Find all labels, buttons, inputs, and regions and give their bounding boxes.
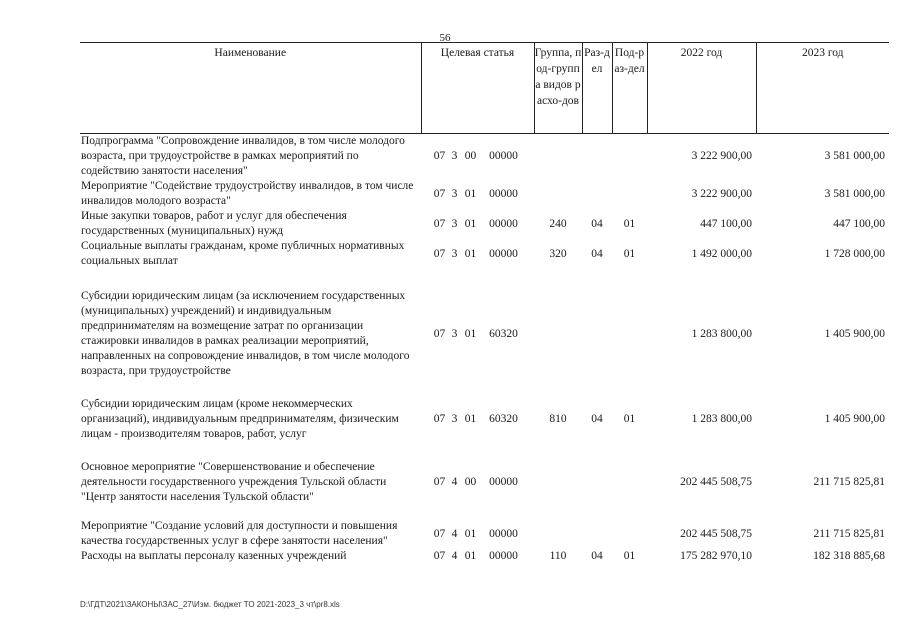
- header-2022: 2022 год: [647, 43, 756, 134]
- target-article-part: 07: [433, 247, 446, 260]
- header-section: Раз-дел: [582, 43, 612, 134]
- table-row: [80, 549, 889, 564]
- page-number: 56: [439, 32, 451, 44]
- row-amount-2023: 182 318 885,68: [813, 550, 885, 562]
- row-amount-2022: 447 100,00: [700, 217, 752, 230]
- row-name: Мероприятие "Содействие трудоустройству инвалидов, в том числе инвалидов молодого возраста": [81, 180, 414, 207]
- target-article-part: 00000: [489, 187, 518, 200]
- row-name: Мероприятие "Создание условий для доступности и повышения качества государственных услуг в сфере занятости населения": [81, 520, 398, 547]
- target-article-part: 4: [451, 527, 458, 540]
- row-target-article: [421, 289, 534, 379]
- row-amount-2022: 1 492 000,00: [691, 247, 752, 260]
- target-article-part: 00: [464, 476, 477, 488]
- row-subsection: 01: [623, 550, 636, 562]
- target-article-part: 60320: [489, 327, 518, 340]
- footer-file-path: D:\ГДТ\2021\ЗАКОНЫ\ЗАС_27\Изм. бюджет ТО 2021-2023_3 чт\pr8.xls: [80, 600, 340, 609]
- row-subsection: 01: [623, 217, 636, 230]
- row-target-article: [421, 460, 534, 505]
- target-article-part: 07: [433, 150, 446, 162]
- row-section: 04: [591, 550, 603, 562]
- target-article-part: 3: [451, 327, 458, 340]
- row-amount-2023: 3 581 000,00: [824, 187, 885, 200]
- row-subsection: [612, 289, 647, 379]
- target-article-part: 07: [433, 413, 446, 425]
- row-expense-group: [534, 134, 582, 180]
- target-article-part: 00000: [489, 247, 518, 260]
- target-article-part: 07: [433, 550, 446, 562]
- header-name: Наименование: [80, 43, 421, 134]
- row-expense-group: 110: [549, 550, 567, 562]
- target-article-part: 01: [464, 327, 477, 340]
- row-subsection: 01: [623, 413, 636, 425]
- row-name: Иные закупки товаров, работ и услуг для обеспечения государственных (муниципальных) нужд: [81, 210, 347, 237]
- target-article-part: 4: [451, 550, 458, 562]
- table-row: [80, 179, 889, 209]
- target-article-part: 01: [464, 413, 477, 425]
- row-section: [582, 179, 612, 209]
- row-target-article: [421, 397, 534, 442]
- table-row: [80, 239, 889, 269]
- target-article-part: 3: [451, 217, 458, 230]
- target-article-part: 3: [451, 150, 458, 162]
- row-amount-2022: 175 282 970,10: [680, 550, 752, 562]
- row-target-article: [421, 519, 534, 549]
- row-section: 04: [591, 413, 603, 425]
- table-header-row: [80, 43, 889, 134]
- target-article-part: 01: [464, 217, 477, 230]
- header-2023: 2023 год: [756, 43, 889, 134]
- table-row: [80, 519, 889, 549]
- row-amount-2022: 202 445 508,75: [680, 476, 752, 488]
- target-article-part: 07: [433, 476, 446, 488]
- table-row: [80, 289, 889, 379]
- target-article-part: 01: [464, 187, 477, 200]
- row-amount-2022: 3 222 900,00: [691, 150, 752, 162]
- row-target-article: [421, 549, 534, 564]
- row-amount-2022: 202 445 508,75: [680, 527, 752, 540]
- row-amount-2022: 1 283 800,00: [691, 413, 752, 425]
- target-article-part: 01: [464, 550, 477, 562]
- row-amount-2023: 1 405 900,00: [824, 327, 885, 340]
- row-expense-group: [534, 519, 582, 549]
- row-subsection: [612, 134, 647, 180]
- row-expense-group: [534, 289, 582, 379]
- row-section: 04: [591, 217, 603, 230]
- row-amount-2022: 1 283 800,00: [691, 327, 752, 340]
- target-article-part: 07: [433, 187, 446, 200]
- row-expense-group: 240: [549, 217, 567, 230]
- row-subsection: [612, 460, 647, 505]
- target-article-part: 00000: [489, 150, 518, 162]
- target-article-part: 3: [451, 247, 458, 260]
- row-section: 04: [591, 247, 603, 260]
- target-article-part: 60320: [489, 413, 518, 425]
- row-section: [582, 519, 612, 549]
- target-article-part: 07: [433, 527, 446, 540]
- row-name: Основное мероприятие "Совершенствование и обеспечение деятельности государственного учреждения Тульской области "Центр занятости населения Тульской области": [81, 461, 387, 503]
- target-article-part: 00000: [489, 550, 518, 562]
- row-name: Расходы на выплаты персоналу казенных учреждений: [81, 550, 347, 562]
- target-article-part: 00000: [489, 476, 518, 488]
- row-spacer: [80, 269, 889, 289]
- row-amount-2023: 211 715 825,81: [813, 527, 885, 540]
- table-row: [80, 134, 889, 180]
- target-article-part: 3: [451, 413, 458, 425]
- target-article-part: 07: [433, 217, 446, 230]
- row-amount-2023: 3 581 000,00: [824, 150, 885, 162]
- header-subsection: Под-раз-дел: [612, 43, 647, 134]
- target-article-part: 3: [451, 187, 458, 200]
- header-expense-group: Группа, под-группа видов расхо-дов: [534, 43, 582, 134]
- row-expense-group: 810: [549, 413, 567, 425]
- row-amount-2023: 447 100,00: [833, 217, 885, 230]
- row-amount-2023: 1 405 900,00: [824, 413, 885, 425]
- row-spacer: [80, 379, 889, 397]
- target-article-part: 07: [433, 327, 446, 340]
- target-article-part: 00: [464, 150, 477, 162]
- row-target-article: [421, 209, 534, 239]
- target-article-part: 4: [451, 476, 458, 488]
- row-section: [582, 134, 612, 180]
- table-row: [80, 209, 889, 239]
- row-amount-2023: 1 728 000,00: [824, 247, 885, 260]
- row-expense-group: [534, 460, 582, 505]
- table-body: [80, 134, 889, 565]
- row-subsection: 01: [623, 247, 636, 260]
- table-row: [80, 460, 889, 505]
- row-spacer: [80, 442, 889, 460]
- target-article-part: 01: [464, 527, 477, 540]
- row-amount-2023: 211 715 825,81: [813, 476, 885, 488]
- row-name: Субсидии юридическим лицам (кроме некоммерческих организаций), индивидуальным предпринимателям, физическим лицам - производителям товаров, работ, услуг: [81, 398, 399, 440]
- row-target-article: [421, 239, 534, 269]
- row-name: Субсидии юридическим лицам (за исключением государственных (муниципальных) учреждений) и индивидуальным предпринимателям на возмещение затрат по организации стажировки инвалидов в рамках реализации мероприятий, направленных на сопровождение инвалидов, в том числе молодого возраста, при трудоустройстве: [81, 290, 410, 377]
- row-amount-2022: 3 222 900,00: [691, 187, 752, 200]
- target-article-part: 01: [464, 247, 477, 260]
- row-section: [582, 289, 612, 379]
- row-expense-group: 320: [549, 247, 567, 260]
- row-subsection: [612, 519, 647, 549]
- row-target-article: [421, 179, 534, 209]
- row-subsection: [612, 179, 647, 209]
- table-row: [80, 397, 889, 442]
- target-article-part: 00000: [489, 527, 518, 540]
- row-name: Подпрограмма "Сопровождение инвалидов, в том числе молодого возраста, при трудоустройстве в рамках мероприятий по содействию занятости населения": [81, 135, 405, 177]
- header-target-article: Целевая статья: [421, 43, 534, 134]
- row-expense-group: [534, 179, 582, 209]
- target-article-part: 00000: [489, 217, 518, 230]
- row-section: [582, 460, 612, 505]
- row-target-article: [421, 134, 534, 180]
- row-spacer: [80, 505, 889, 519]
- row-name: Социальные выплаты гражданам, кроме публичных нормативных социальных выплат: [81, 240, 405, 267]
- budget-table: [80, 42, 889, 564]
